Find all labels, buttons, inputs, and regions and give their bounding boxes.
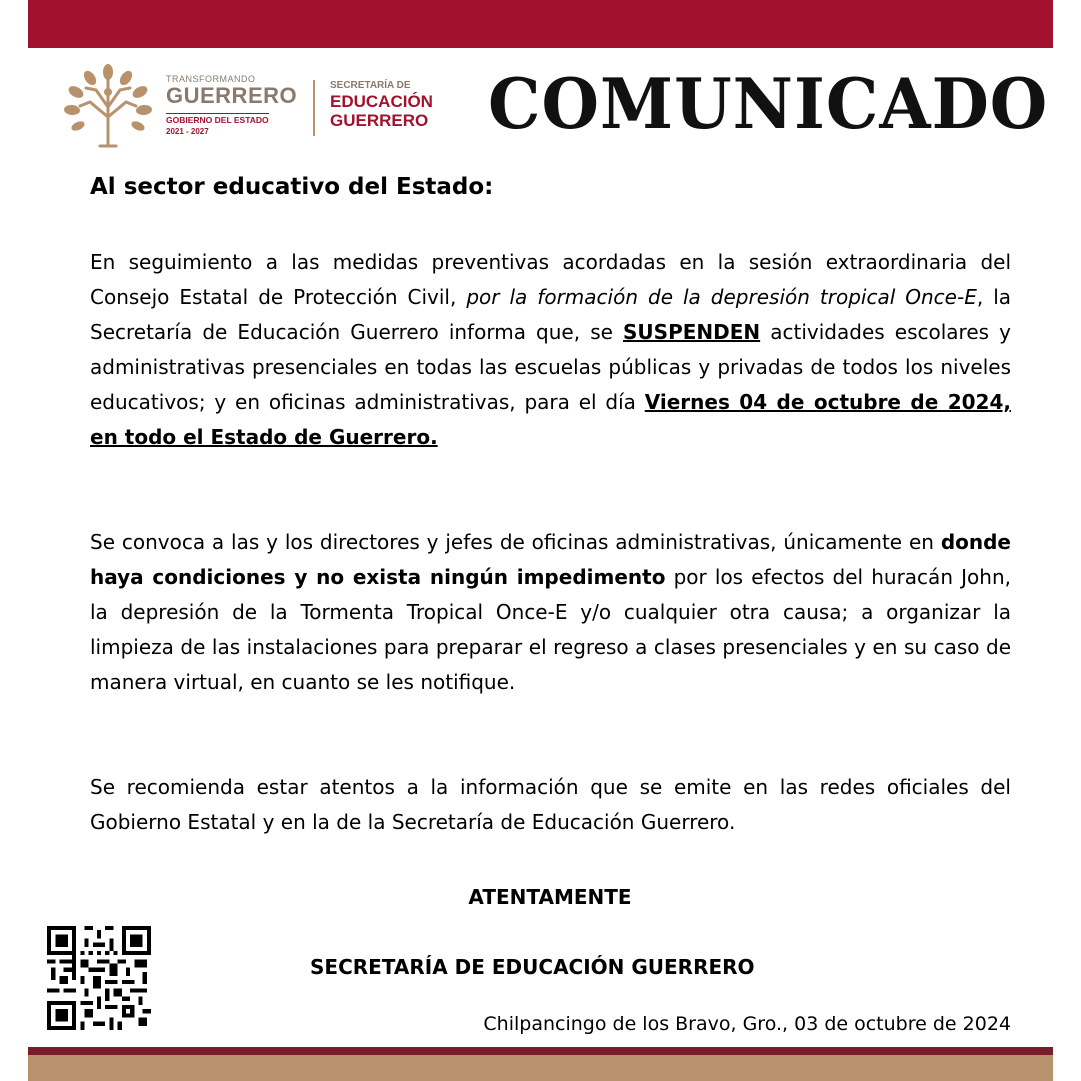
p2-text-c: por los efectos del huracán John, la depresión de la Tormenta Tropical Once-E y/o cualquier otra causa; a organizar la limpieza de las instalaciones para preparar el regreso a clases presenciales y en su caso de manera virtual, en cuanto se les notifique. bbox=[90, 565, 1011, 694]
logo-secretaria-de: SECRETARÍA DE bbox=[330, 80, 411, 91]
p1-text-a: En seguimiento a las medidas preventivas acordadas en la sesión extraordinaria del Consejo Estatal de Protección Civil, bbox=[90, 250, 1011, 309]
p1-date-highlight: Viernes 04 de octubre de 2024, en todo el Estado de Guerrero. bbox=[90, 390, 1011, 449]
p1-suspenden: SUSPENDEN bbox=[623, 320, 761, 344]
paragraph-3: Se recomienda estar atentos a la información que se emite en las redes oficiales del Gobierno Estatal y en la de la Secretaría de Educación Guerrero. bbox=[90, 775, 1011, 834]
secretaria-logo-text bbox=[330, 80, 460, 130]
logo-divider bbox=[313, 80, 315, 136]
qr-code-icon bbox=[47, 926, 151, 1030]
logo-educacion: EDUCACIÓN bbox=[330, 92, 433, 111]
bottom-color-band-gold bbox=[28, 1055, 1053, 1081]
logo-guerrero: GUERRERO bbox=[166, 83, 298, 108]
bottom-color-band-dark bbox=[28, 1047, 1053, 1055]
logo-gobierno: GOBIERNO DEL ESTADO bbox=[166, 115, 269, 125]
p1-italic: por la formación de la depresión tropical Once-E bbox=[466, 285, 977, 309]
paragraph-2 bbox=[90, 525, 1011, 700]
top-color-band bbox=[28, 0, 1053, 48]
signer: SECRETARÍA DE EDUCACIÓN GUERRERO bbox=[310, 955, 755, 979]
place-date: Chilpancingo de los Bravo, Gro., 03 de octubre de 2024 bbox=[483, 1013, 1011, 1035]
document-title: COMUNICADO bbox=[488, 63, 1049, 145]
p1-text-e: actividades escolares y administrativas presenciales en todas las escuelas públicas y privadas de todos los niveles educativos; y en oficinas administrativas, para el día bbox=[90, 320, 1011, 414]
gobierno-logo-text bbox=[166, 74, 306, 137]
logo-guerrero-2: GUERRERO bbox=[330, 111, 429, 130]
paragraph-1 bbox=[90, 245, 1011, 455]
logo-transformando: TRANSFORMANDO bbox=[166, 74, 256, 84]
logo-years: 2021 - 2027 bbox=[166, 127, 209, 136]
p1-text-c: , la Secretaría de Educación Guerrero informa que, se bbox=[90, 285, 1012, 344]
greeting: Al sector educativo del Estado: bbox=[90, 174, 494, 200]
p2-bold: donde haya condiciones y no exista ningún impedimento bbox=[90, 530, 1011, 589]
guerrero-tree-logo-icon bbox=[60, 62, 156, 148]
p2-text-a: Se convoca a las y los directores y jefes de oficinas administrativas, únicamente en bbox=[90, 530, 941, 554]
closing: ATENTAMENTE bbox=[468, 885, 632, 909]
